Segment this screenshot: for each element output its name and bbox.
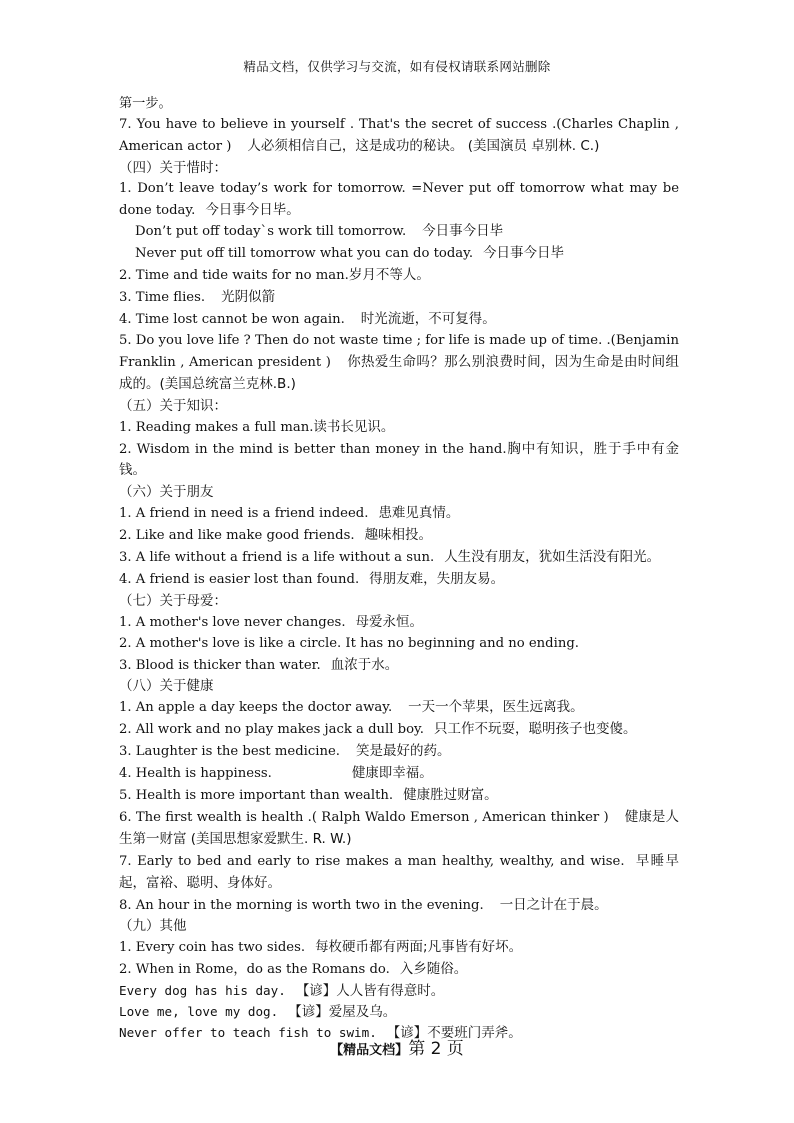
text-line: 7. You have to believe in yourself . That's the secret of success .(Charles Chaplin , American actor ) 人必须相信自己，这是成功的秘诀。 (美国演员 卓别林. C.) [119, 116, 679, 154]
page-number: 第 2 页 [408, 1039, 464, 1059]
text-line: 1. Every coin has two sides. 每枚硬币都有两面;凡事皆有好坏。 [119, 939, 523, 956]
text-line: 4. A friend is easier lost than found. 得朋友难，失朋友易。 [119, 570, 505, 587]
text-line: 1. A friend in need is a friend indeed. 患难见真情。 [119, 505, 460, 522]
text-line: 2. A mother's love is like a circle. It has no beginning and no ending. [119, 635, 579, 651]
text-line: 5. Health is more important than wealth. 健康胜过财富。 [119, 787, 498, 803]
text-line: Don’t put off today`s work till tomorrow. 今日事今日毕 [135, 223, 504, 240]
text-line: 1. A mother's love never changes. 母爱永恒。 [119, 613, 424, 630]
text-line: Never offer to teach fish to swim. 【谚】不要班门弄斧。 [119, 1024, 522, 1041]
text-line: Every dog has his day. 【谚】人人皆有得意时。 [119, 983, 445, 1000]
text-line: 2. Time and tide waits for no man.岁月不等人。 [119, 267, 430, 284]
section-heading: （五）关于知识： [119, 397, 227, 414]
text-line: 2. All work and no play makes jack a dull boy. 只工作不玩耍，聪明孩子也变傻。 [119, 721, 637, 738]
text-line: Never put off till tomorrow what you can do today. 今日事今日毕 [135, 245, 565, 262]
section-heading: （四）关于惜时： [119, 159, 227, 176]
section-heading: （六）关于朋友 [119, 484, 214, 501]
text-line: 3. A life without a friend is a life without a sun. 人生没有朋友，犹如生活没有阳光。 [119, 549, 661, 566]
text-line: 2. Like and like make good friends. 趣味相投。 [119, 527, 433, 544]
text-line: 2. Wisdom in the mind is better than money in the hand.胸中有知识，胜于手中有金钱。 [119, 440, 679, 479]
section-heading: （七）关于母爱： [119, 592, 227, 609]
text-line: 4. Time lost cannot be won again. 时光流逝，不可复得。 [119, 311, 496, 328]
section-heading: （八）关于健康 [119, 678, 214, 695]
section-heading: （九）其他 [119, 918, 187, 935]
footer-tag: 【精品文档】 [330, 1043, 409, 1058]
page-header: 精品文档，仅供学习与交流，如有侵权请联系网站删除 [243, 59, 551, 74]
text-line: 8. An hour in the morning is worth two in the evening. 一日之计在于晨。 [119, 896, 608, 913]
document-body [119, 94, 679, 1044]
text-line: 5. Do you love life ? Then do not waste time ; for life is made up of time. .(Benjamin Franklin , American president ) 你热爱生命吗？那么别浪费时间，因为生命是由时间组成的。(美国总统富兰克林.B.) [119, 332, 679, 392]
text-line: 7. Early to bed and early to rise makes a man healthy, wealthy, and wise. 早睡早起，富裕、聪明、身体好。 [119, 852, 680, 891]
text-line: 3. Laughter is the best medicine. 笑是最好的药。 [119, 743, 451, 760]
text-line: 1. An apple a day keeps the doctor away. 一天一个苹果，医生远离我。 [119, 699, 584, 716]
text-line: 第一步。 [119, 96, 172, 111]
text-line: 6. The first wealth is health .( Ralph Waldo Emerson , American thinker ) 健康是人生第一财富 (美国思想家爱默生. R. W.) [119, 808, 680, 847]
text-line: 2. When in Rome，do as the Romans do. 入乡随俗。 [119, 961, 468, 978]
text-line: 3. Blood is thicker than water. 血浓于水。 [119, 656, 399, 673]
text-line: Love me, love my dog. 【谚】爱屋及乌。 [119, 1004, 397, 1021]
page-footer [0, 1034, 794, 1059]
text-line: 1. Don’t leave today’s work for tomorrow. =Never put off tomorrow what may be done today. 今日事今日毕。 [119, 180, 679, 218]
text-line: 1. Reading makes a full man.读书长见识。 [119, 418, 395, 435]
text-line: 3. Time flies. 光阴似箭 [119, 289, 276, 306]
text-line: 4. Health is happiness. 健康即幸福。 [119, 765, 433, 782]
